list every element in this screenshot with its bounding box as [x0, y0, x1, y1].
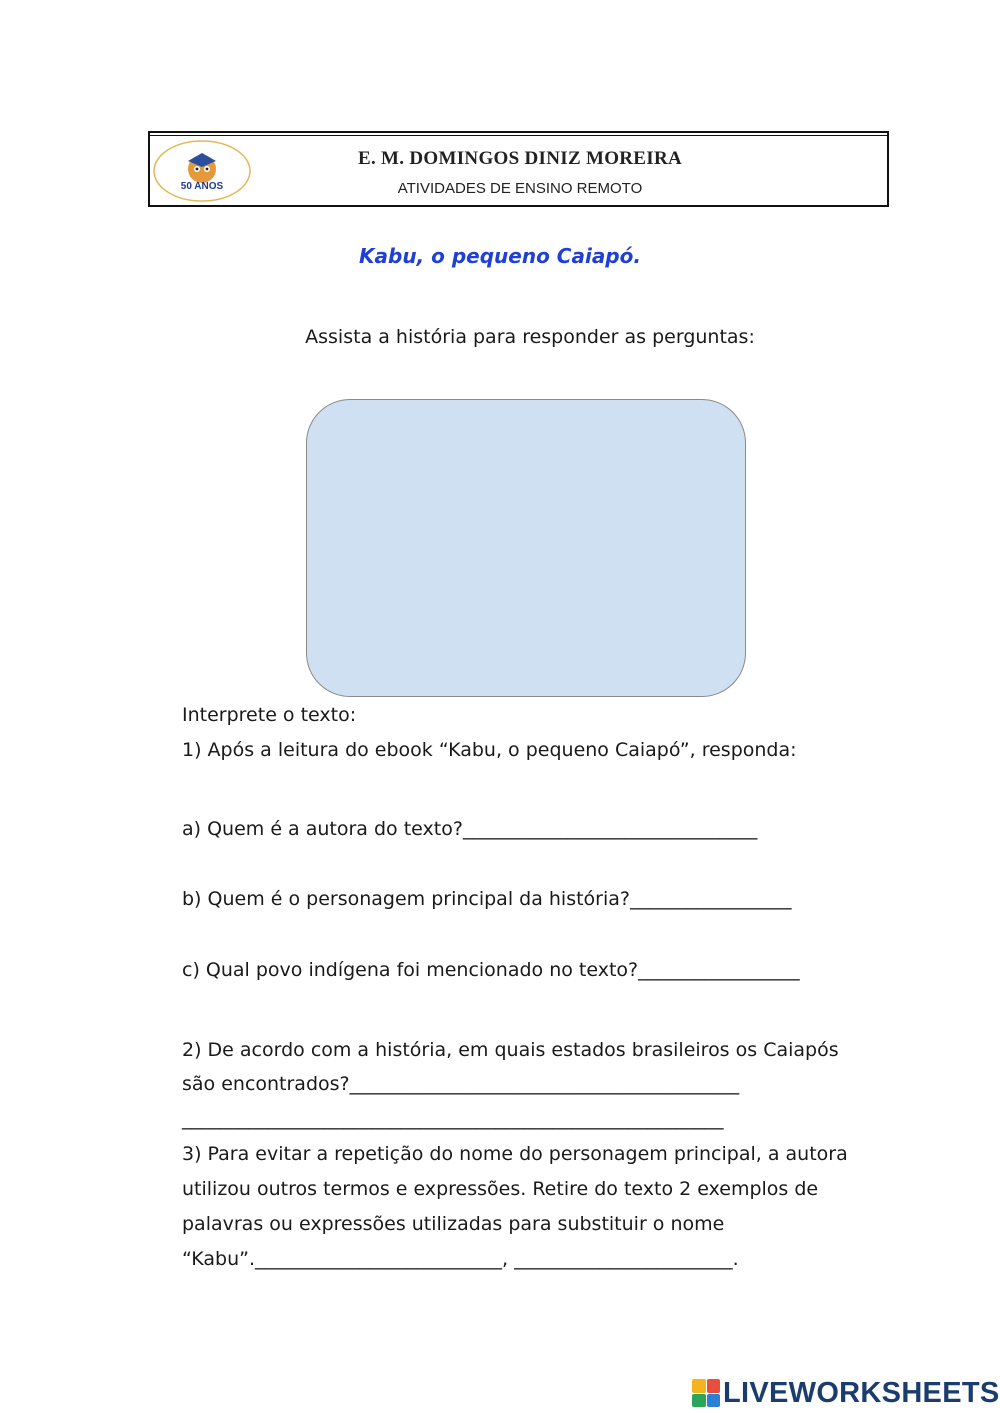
question-1c: c) Qual povo indígena foi mencionado no texto?_________________ [182, 959, 800, 981]
video-placeholder[interactable] [306, 399, 746, 697]
instruction-text: Assista a história para responder as perguntas: [305, 326, 755, 348]
question-2-line-1: 2) De acordo com a história, em quais estados brasileiros os Caiapós [182, 1039, 839, 1061]
logo-text: 50 ANOS [180, 181, 224, 192]
section-label: Interprete o texto: [182, 704, 357, 726]
school-name: E. M. DOMINGOS DINIZ MOREIRA [357, 148, 683, 169]
question-3-line-4: “Kabu”.__________________________, _______________________. [182, 1248, 739, 1270]
question-3-line-3: palavras ou expressões utilizadas para substituir o nome [182, 1213, 725, 1235]
question-2-line-2: são encontrados?_________________________________________ [182, 1073, 740, 1095]
liveworksheets-icon [692, 1379, 720, 1407]
question-3-line-1: 3) Para evitar a repetição do nome do personagem principal, a autora [182, 1143, 848, 1165]
question-1a: a) Quem é a autora do texto?_______________________________ [182, 818, 758, 840]
question-3-line-2: utilizou outros termos e expressões. Retire do texto 2 exemplos de [182, 1178, 819, 1200]
worksheet-title: Kabu, o pequeno Caiapó. [359, 244, 641, 268]
liveworksheets-brand: LIVEWORKSHEETS [723, 1376, 1000, 1409]
question-1b: b) Quem é o personagem principal da história?_________________ [182, 888, 792, 910]
question-1-intro: 1) Após a leitura do ebook “Kabu, o pequeno Caiapó”, responda: [182, 739, 797, 761]
header-subtitle: ATIVIDADES DE ENSINO REMOTO [397, 180, 643, 197]
liveworksheets-logo[interactable] [692, 1376, 1000, 1410]
question-2-answer-line: _________________________________________________________ [182, 1108, 724, 1130]
